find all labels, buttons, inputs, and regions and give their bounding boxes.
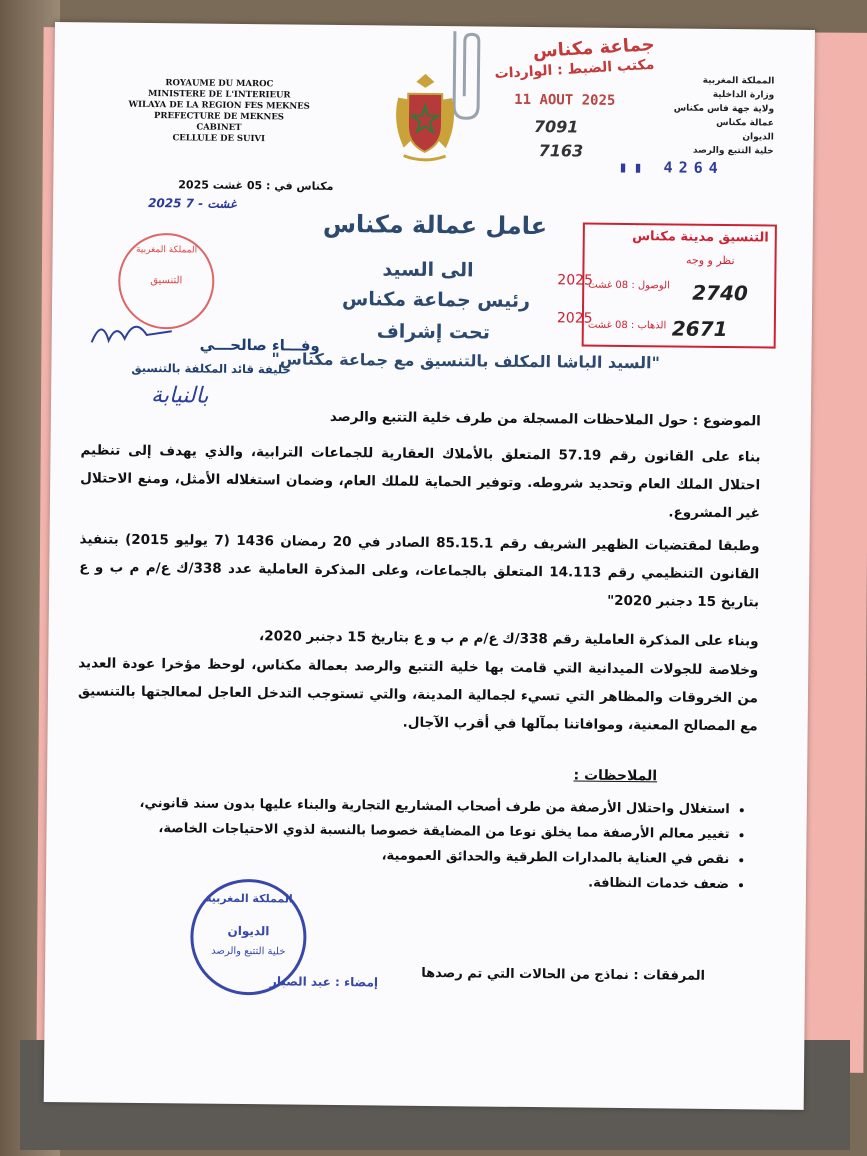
attachments-line: المرفقات : نماذج من الحالات التي تم رصدها (421, 965, 706, 984)
list-item: • استغلال واحتلال الأرصفة من طرف أصحاب المشاريع التجارية والبناء عليها بدون سند قانوني، (70, 790, 730, 822)
observations-title: الملاحظات : (573, 767, 658, 785)
observations-list (69, 790, 752, 897)
handwritten-date: 2025 غشت - 7 (148, 195, 237, 211)
paragraph-1: بناء على القانون رقم 57.19 المتعلق بالأملاك العقارية للجماعات الترابية، والذي يهدف إلى تنظيم احتلال الملك العام وتحديد شروطه. وتوفير الحماية للملك العام، وضمان استغلاله الأمثل، ومنع الاحتلال غير المشروع. (80, 442, 761, 522)
handwritten-number-2: 2671 (671, 316, 728, 342)
list-item: • نقص في العناية بالمدارات الطرقية والحدائق العمومية، (69, 840, 729, 872)
paragraph-2: وطبقا لمقتضيات الظهير الشريف رقم 85.15.1 الصادر في 20 رمضان 1436 (7 يوليو 2015) بتنفيذ القانون التنظيمي رقم 14.113 المتعلق بالجماعات، وعلى المذكرة العاملية عدد 338/ك ع/م م ب و ع بتاريخ 15 دجنبر 2020" (79, 531, 760, 611)
document-page (44, 22, 815, 1110)
stamp-year-2: 2025 (556, 310, 593, 327)
incoming-mail-stamp: جماعة مكناس مكتب الضبط : الواردات 11 AOUT 2025 7091 7163 (494, 34, 656, 161)
addressee-line-2: رئيس جماعة مكناس (341, 288, 531, 312)
subject-line: الموضوع : حول الملاحظات المسجلة من طرف خلية التتبع والرصد (329, 408, 761, 430)
signatory-role: خليفة قائد المكلفة بالتنسيق (131, 360, 291, 377)
coordination-stamp: التنسيق مدينة مكناس نظر و وجه الوصول : 08 غشت الذهاب : 08 غشت (582, 223, 777, 349)
paragraph-4: وخلاصة للجولات الميدانية التي قامت بها خلية التتبع والرصد بعمالة مكناس، لوحظ مؤخرا عودة العديد من الخروقات والمظاهر التي تسيء لجمالية المدينة، والتي تستوجب التدخل العاجل لمعالجتها بالتنسيق مع المصالح المعنية، وموافاتنا بمآلها في أقرب الآجال. (77, 655, 759, 735)
coat-of-arms-emblem (384, 67, 467, 166)
handwritten-number-1: 2740 (692, 280, 748, 306)
handwritten-signature (87, 312, 177, 353)
document-date: مكناس في : 05 غشت 2025 (178, 178, 334, 193)
addressee-line-3: تحت إشراف (376, 320, 491, 344)
list-item: • ضعف خدمات النظافة. (69, 865, 729, 897)
paragraph-3: وبناء على المذكرة العاملية رقم 338/ك ع/م م ب و ع بتاريخ 15 دجنبر 2020، (259, 628, 759, 650)
signatory-name: وفـــاء صالحـــي (199, 335, 320, 355)
document-title: عامل عمالة مكناس (322, 209, 548, 241)
red-round-seal: المملكة المغربية التنسيق (118, 233, 215, 330)
list-item: • تغيير معالم الأرصفة مما يخلق نوعا من المضايقة خصوصا بالنسبة لذوي الاحتياجات الخاصة، (69, 815, 729, 847)
handwritten-annotation: بالنيابة (150, 383, 209, 409)
blue-round-seal: المملكة المغربية الديوان خلية التتبع والرصد (190, 878, 307, 995)
signature-line: إمضاء : عبد الصبار (269, 974, 379, 990)
addressee-line-1: الى السيد (382, 258, 474, 282)
addressee-line-4: "السيد الباشا المكلف بالتنسيق مع جماعة مكناس" (271, 349, 660, 373)
arabic-header: المملكة المغربية وزارة الداخلية ولاية جهة فاس مكناس عمالة مكناس الديوان خلية التتبع والرصد (673, 75, 775, 157)
reference-number-stamp: ▮▮ 4264 (618, 157, 724, 178)
stamp-year-1: 2025 (557, 272, 594, 289)
stamp-block-icon: ▮▮ (618, 157, 664, 177)
french-header: ROYAUME DU MAROC MINISTERE DE L'INTERIEUR WILAYA DE LA REGION FES MEKNES PREFECTURE DE MEKNES CABINET CELLULE DE SUIVI (128, 78, 310, 145)
